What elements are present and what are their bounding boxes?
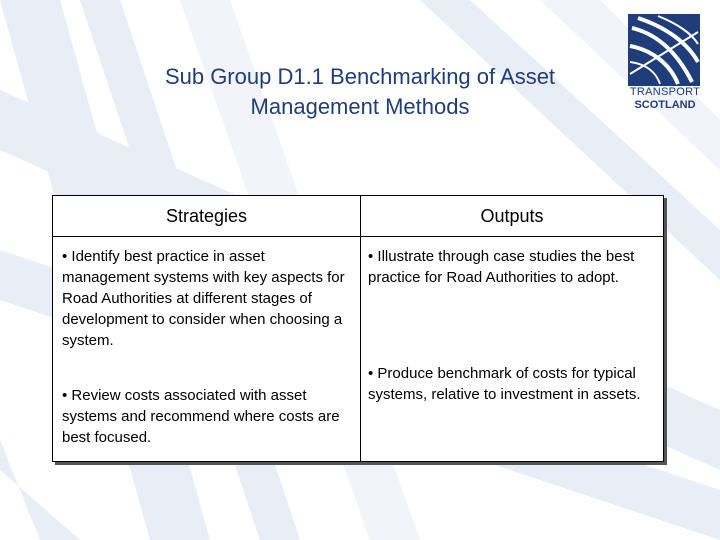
strategies-header: Strategies <box>53 196 360 237</box>
transport-scotland-logo-icon <box>628 14 700 86</box>
outputs-header: Outputs <box>361 196 663 237</box>
logo-wordmark-line-2: SCOTLAND <box>634 99 696 111</box>
output-item: • Illustrate through case studies the best practice for Road Authorities to adopt. <box>368 248 635 286</box>
transport-scotland-logo <box>628 14 702 126</box>
page-title-line-2: Management Methods <box>250 94 470 119</box>
output-item: • Produce benchmark of costs for typical systems, relative to investment in assets. <box>368 365 641 403</box>
strategies-outputs-table <box>52 195 664 462</box>
outputs-column <box>361 196 663 461</box>
strategy-item: • Identify best practice in asset management systems with key aspects for Road Authorities at different stages of development to consider when choosing a system. <box>62 248 345 349</box>
logo-wordmark <box>628 86 702 112</box>
strategy-item: • Review costs associated with asset systems and recommend where costs are best focused. <box>62 387 340 446</box>
logo-wordmark-line-1: TRANSPORT <box>629 86 701 98</box>
strategies-column <box>53 196 361 461</box>
page-title-line-1: Sub Group D1.1 Benchmarking of Asset <box>164 64 556 89</box>
page-title <box>60 62 660 122</box>
